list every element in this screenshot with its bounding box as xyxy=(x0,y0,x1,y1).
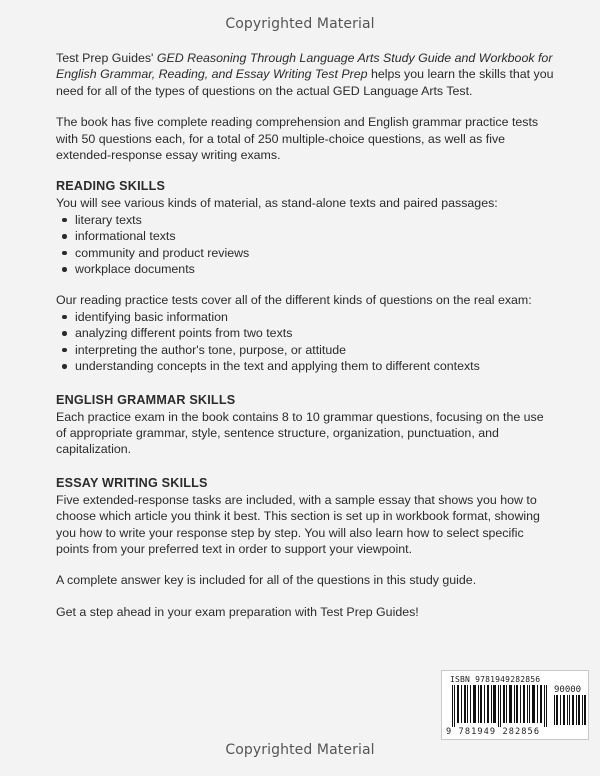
essay-heading: ESSAY WRITING SKILLS xyxy=(56,475,208,490)
watermark-bottom: Copyrighted Material xyxy=(225,742,375,758)
barcode-bars-icon xyxy=(452,685,548,727)
book-title: GED Reasoning Through Language Arts Study Guide and Workbook for English Grammar, Reading, and Essay Writing Test Prep xyxy=(56,51,553,82)
list-item: interpreting the author's tone, purpose, or attitude xyxy=(75,342,556,358)
price-code: 90000 xyxy=(554,685,582,695)
reading-lead: You will see various kinds of material, as stand-alone texts and paired passages: xyxy=(56,196,498,211)
reading-lead-2: Our reading practice tests cover all of the different kinds of questions on the real exam: xyxy=(56,293,532,308)
list-item: analyzing different points from two texts xyxy=(75,325,556,341)
list-item: workplace documents xyxy=(75,261,556,277)
essay-paragraph: Five extended-response tasks are included, with a sample essay that shows you how to choose which article you think it best. This section is set up in workbook format, showing you how to write your response step by step. You will also learn how to select specific points from your preferred text in order to support your viewpoint. xyxy=(56,492,540,556)
answer-key-paragraph: A complete answer key is included for all of the questions in this study guide. xyxy=(56,573,477,588)
watermark-top: Copyrighted Material xyxy=(225,16,375,32)
reading-heading: READING SKILLS xyxy=(56,179,166,194)
intro-prefix: Test Prep Guides' xyxy=(56,51,157,65)
isbn-barcode xyxy=(441,670,589,740)
barcode-digits: 9 781949 282856 xyxy=(446,727,541,737)
overview-paragraph: The book has five complete reading comprehension and English grammar practice tests with 50 questions each, for a total of 250 multiple-choice questions, as well as five extended-response essay writing exams. xyxy=(56,115,539,163)
list-item: understanding concepts in the text and applying them to different contexts xyxy=(75,358,556,374)
intro-paragraph xyxy=(56,50,556,99)
list-item: informational texts xyxy=(75,228,556,244)
grammar-paragraph: Each practice exam in the book contains 8 to 10 grammar questions, focusing on the use of appropriate grammar, style, sentence structure, organization, punctuation, and capitalization. xyxy=(56,409,544,457)
back-cover-text xyxy=(56,50,556,635)
price-barcode-bars-icon xyxy=(554,695,586,725)
materials-list xyxy=(56,212,556,278)
list-item: identifying basic information xyxy=(75,309,556,325)
closing-paragraph: Get a step ahead in your exam preparation with Test Prep Guides! xyxy=(56,604,419,619)
grammar-heading: ENGLISH GRAMMAR SKILLS xyxy=(56,392,236,407)
list-item: community and product reviews xyxy=(75,245,556,261)
question-types-list xyxy=(56,309,556,375)
intro-suffix: helps you learn the skills that you need for all of the types of questions on the actual GED Language Arts Test. xyxy=(56,67,554,98)
isbn-label: ISBN 9781949282856 xyxy=(450,675,541,684)
list-item: literary texts xyxy=(75,212,556,228)
